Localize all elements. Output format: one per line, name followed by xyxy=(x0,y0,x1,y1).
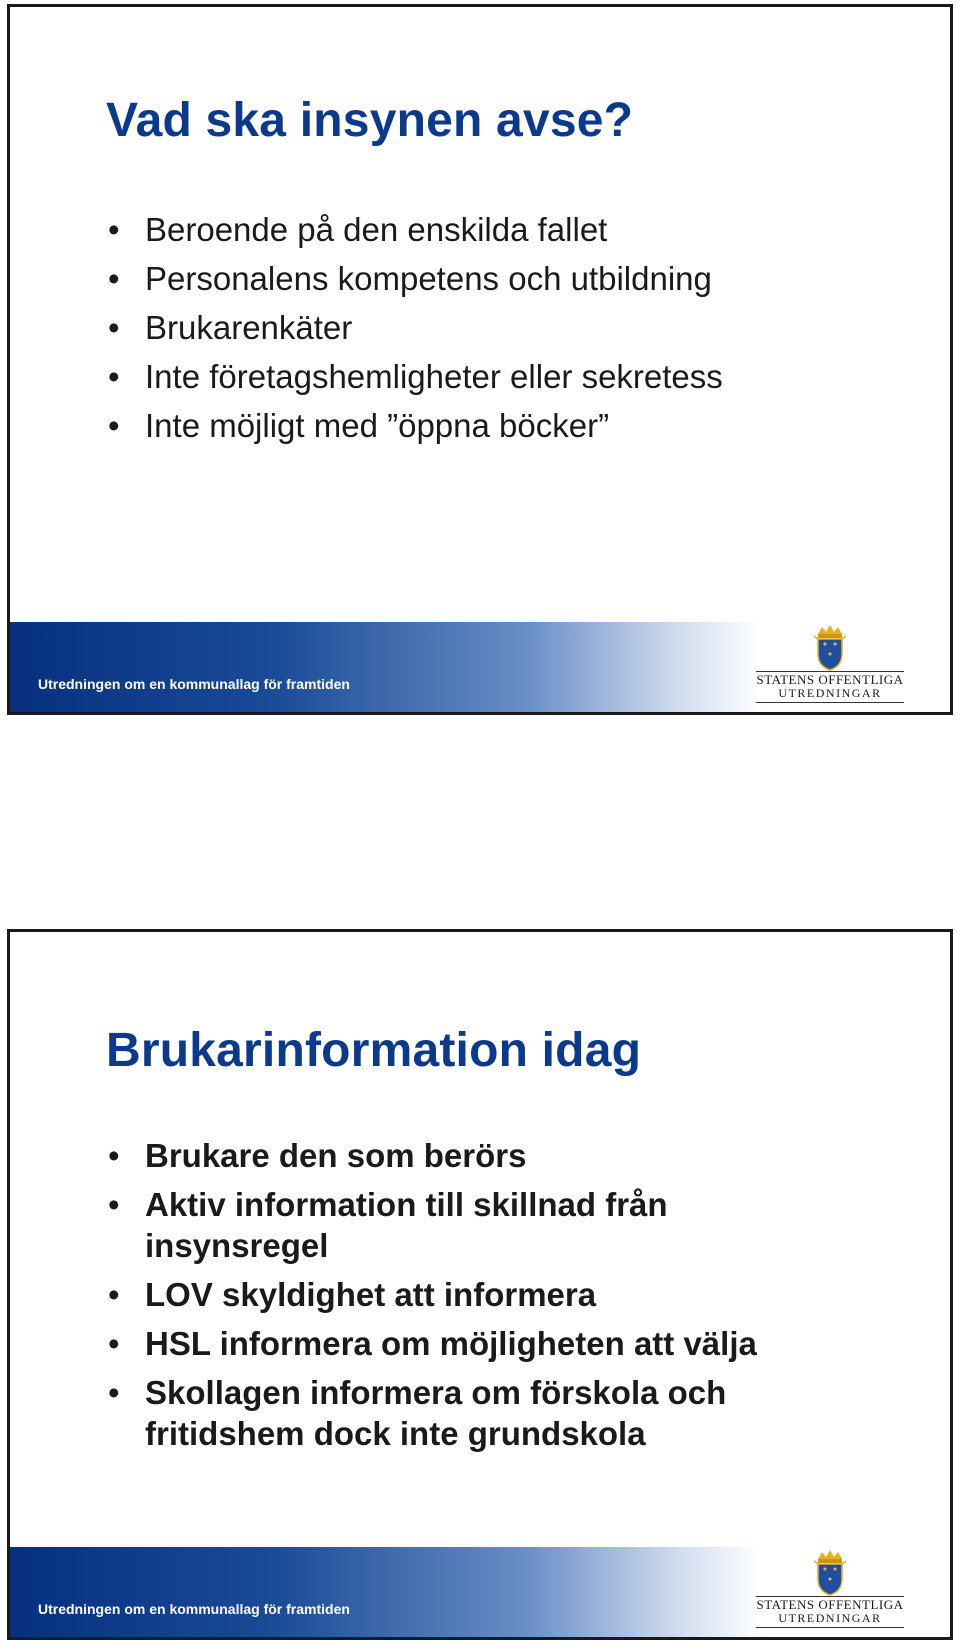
footer-text: Utredningen om en kommunallag för framtiden xyxy=(38,1601,350,1617)
slide-2 xyxy=(7,929,953,1640)
sou-logo xyxy=(750,1547,910,1631)
crown-crest-icon xyxy=(810,1549,850,1597)
bullet-item: • Beroende på den enskilda fallet xyxy=(106,205,723,254)
bullet-item: • Inte företagshemligheter eller sekretess xyxy=(106,352,723,401)
bullet-item: • LOV skyldighet att informera xyxy=(106,1274,765,1315)
crown-crest-icon xyxy=(810,624,850,672)
bullet-item: • Skollagen informera om förskola och fritidshem dock inte grundskola xyxy=(106,1372,765,1454)
logo-text-line2: UTREDNINGAR xyxy=(778,686,882,700)
bullet-item: • HSL informera om möjligheten att välja xyxy=(106,1323,765,1364)
bullet-list xyxy=(106,205,723,450)
slide-footer xyxy=(10,1547,950,1637)
bullet-item: • Brukare den som berörs xyxy=(106,1135,765,1176)
slide-title: Brukarinformation idag xyxy=(106,1024,642,1077)
bullet-item: • Personalens kompetens och utbildning xyxy=(106,254,723,303)
footer-text: Utredningen om en kommunallag för framtiden xyxy=(38,676,350,692)
bullet-item: • Aktiv information till skillnad från insynsregel xyxy=(106,1184,705,1266)
logo-text-line2: UTREDNINGAR xyxy=(778,1611,882,1625)
bullet-item: • Brukarenkäter xyxy=(106,303,723,352)
bullet-list xyxy=(106,1135,765,1462)
bullet-item: • Inte möjligt med ”öppna böcker” xyxy=(106,401,723,450)
logo-rule xyxy=(756,1627,904,1628)
logo-text-line1: STATENS OFFENTLIGA xyxy=(756,1597,904,1612)
sou-logo xyxy=(750,622,910,706)
slide-1 xyxy=(7,4,953,715)
logo-text-line1: STATENS OFFENTLIGA xyxy=(756,672,904,687)
logo-rule xyxy=(756,702,904,703)
slide-footer xyxy=(10,622,950,712)
slide-title: Vad ska insynen avse? xyxy=(106,94,634,147)
